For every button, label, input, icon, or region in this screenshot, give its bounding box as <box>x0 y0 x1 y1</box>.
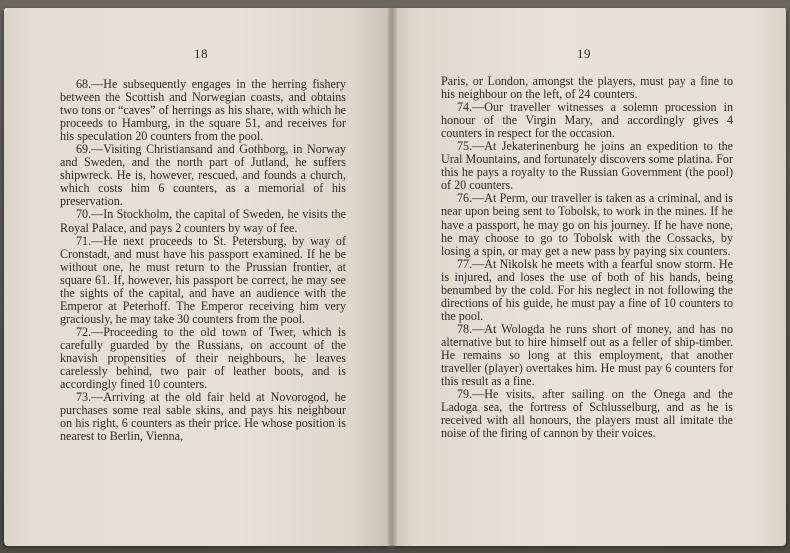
paragraph-72: 72.—Proceeding to the old town of Twer, which is carefully guarded by the Russians, on account of the knavish propensities of their neighbours, he leaves carelessly behind, two pair of leather boots, and is accordingly fined 10 counters. <box>60 324 346 392</box>
paragraph-77: 77.—At Nikolsk he meets with a fearful snow storm. He is injured, and loses the use of both of his hands, being benumbed by the cold. For his neglect in not following the directions of his guide, he must pay a fine of 10 counters to the pool. <box>441 256 733 323</box>
paragraph-75: 75.—At Jekaterinenburg he joins an expedition to the Ural Mountains, and fortunately discovers some platina. For this he pays a royalty to the Russian Government (the pool) of 20 counters. <box>441 139 733 193</box>
paragraph-73: 73.—Arriving at the old fair held at Novorogod, he purchases some real sable skins, and pays his neighbour on his right, 6 counters as their price. He whose position is nearest to Berlin, Vienna, <box>60 390 346 444</box>
page-number-right: 19 <box>577 46 591 61</box>
paragraph-70: 70.—In Stockholm, the capital of Sweden, he visits the Royal Palace, and pays 2 counters by way of fee. <box>60 207 346 235</box>
paragraph-71: 71.—He next proceeds to St. Petersburg, by way of Cronstadt, and must have his passport examined. If he be without one, he must return to the Prussian frontier, at square 61. If, however, his passport be correct, he may see the sights of the capital, and have an audience with the Emperor at Peterhoff. The Emperor receiving him very graciously, he may take 30 counters from the pool. <box>60 233 346 326</box>
paragraph-76: 76.—At Perm, our traveller is taken as a criminal, and is near upon being sent to Tobolsk, to work in the mines. If he have a passport, he may go on his journey. If he have none, he may choose to go to Tobolsk with the Cossacks, by losing a spin, or may get a new pass by paying six counters. <box>441 191 733 258</box>
right-page-text <box>441 75 733 440</box>
left-page <box>4 8 391 546</box>
page-number-left: 18 <box>194 46 208 61</box>
paragraph-79: 79.—He visits, after sailing on the Onega and the Ladoga sea, the fortress of Schlusselburg, and as he is received with all honours, the players must all imitate the noise of the firing of cannon by their voices. <box>441 387 733 441</box>
paragraph-74: 74.—Our traveller witnesses a solemn procession in honour of the Virgin Mary, and accordingly gives 4 counters in respect for the occasion. <box>441 100 733 141</box>
paragraph-68: 68.—He subsequently engages in the herring fishery between the Scottish and Norwegian coasts, and obtains two tons or “caves” of herrings as his share, with which he proceeds to Hamburg, in the square 51, and receives for his speculation 20 counters from the pool. <box>60 77 346 144</box>
right-page <box>391 8 786 546</box>
left-page-text <box>60 78 346 443</box>
paragraph-73-continued: Paris, or London, amongst the players, must pay a fine to his neighbour on the left, of 24 counters. <box>441 74 733 102</box>
paragraph-78: 78.—At Wologda he runs short of money, and has no alternative but to hire himself out as a feller of ship-timber. He remains so long at this employment, that another traveller (player) overtakes him. He must pay 6 counters for this result as a fine. <box>441 321 733 389</box>
paragraph-69: 69.—Visiting Christiansand and Gothborg, in Norway and Sweden, and the north part of Jutland, he suffers shipwreck. He is, however, rescued, and founds a church, which costs him 6 counters, as a memorial of his preservation. <box>60 142 346 209</box>
